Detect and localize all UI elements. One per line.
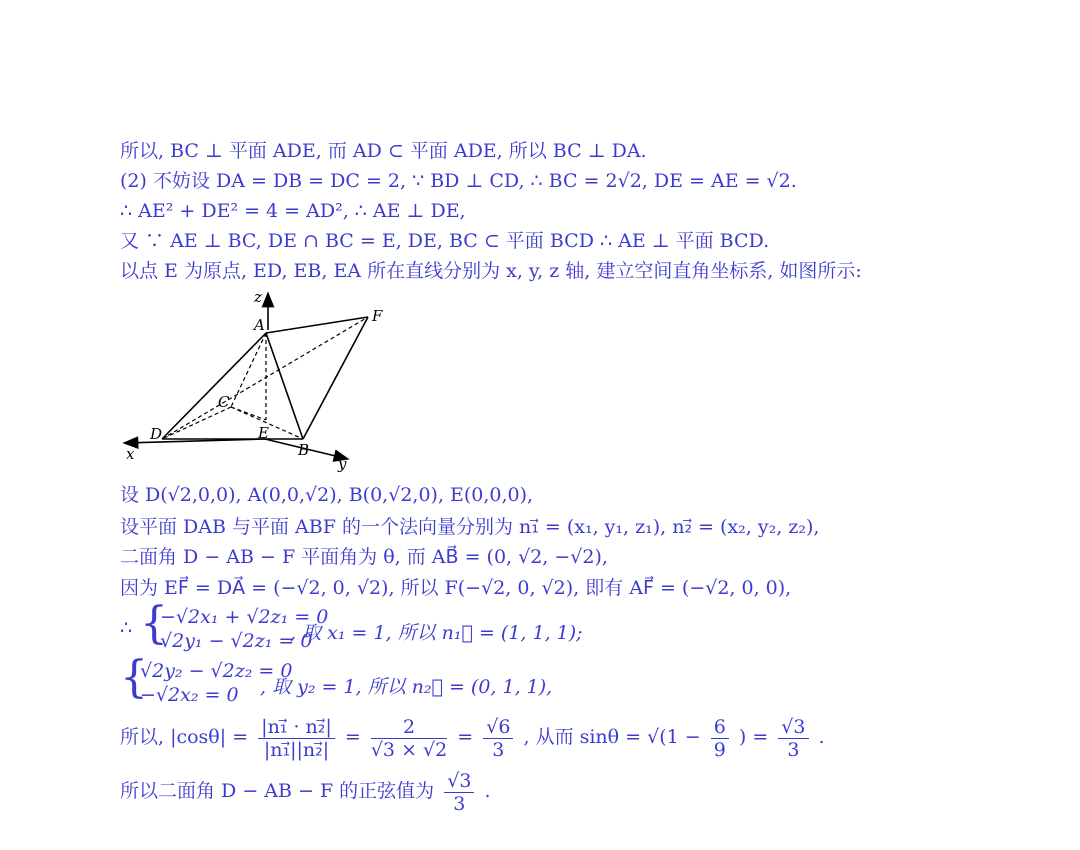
text-line-4: 又 ∵ AE ⊥ BC, DE ∩ BC = E, DE, BC ⊂ 平面 BCD ∴ AE ⊥ 平面 BCD. [120,230,770,252]
cos-fraction-3: $\frac{√6}{3}$ [483,716,513,761]
label-F: F [372,307,383,325]
text-line-1: 所以, BC ⊥ 平面 ADE, 而 AD ⊂ 平面 ADE, 所以 BC ⊥ DA. [120,140,647,162]
edge-AB [266,333,303,439]
system-2-row-2: −√2x₂ = 0 [140,684,239,706]
system-1-tail: , 取 x₁ = 1, 所以 n₁⃗ = (1, 1, 1); [290,622,583,644]
text-line-6: 设 D(√2,0,0), A(0,0,√2), B(0,√2,0), E(0,0,0), [120,484,534,506]
system-1-row-1: −√2x₁ + √2z₁ = 0 [160,606,329,628]
sin-result-fraction: $\frac{√3}{3}$ [778,716,808,761]
sin-expression: , 从而 sinθ = √(1 − [523,726,701,748]
edge-CE [231,407,266,420]
edge-DA [162,333,266,439]
left-brace: { [140,598,168,649]
label-x: x [126,445,135,463]
cos-fraction-1: $\frac{\text{|n₁⃗ · n₂⃗|}}{\text{|n₁⃗||n₂⃗|}}$ [258,716,335,761]
final-answer-line: 所以二面角 D − AB − F 的正弦值为 $\frac{√3}{3}$ . [120,769,491,815]
cos-sin-line: 所以, |cosθ| = $\frac{\text{|n₁⃗ · n₂⃗|}}{\text{|n₁⃗||n₂⃗|}}$ = $\frac{2}{√3 \times √2}$ = $\frac{√6}{3}$ , 从而 sinθ = √(1 − $\frac{6}{9}$ ) = $\frac{√3}{3}$ . [120,715,825,761]
final-prefix: 所以二面角 D − AB − F 的正弦值为 [120,780,435,802]
therefore-symbol: ∴ [120,617,133,639]
text-line-7: 设平面 DAB 与平面 ABF 的一个法向量分别为 n₁⃗ = (x₁, y₁, z₁), n₂⃗ = (x₂, y₂, z₂), [120,516,820,538]
label-A: A [254,316,265,334]
left-brace: { [120,652,148,703]
system-1-row-2: √2y₁ − √2z₁ = 0 [160,630,313,652]
coordinate-figure [110,285,400,475]
text-line-8: 二面角 D − AB − F 平面角为 θ, 而 AB⃗ = (0, √2, −√2), [120,546,608,568]
edge-AC [231,333,266,407]
sin-fraction: $\frac{6}{9}$ [711,716,729,761]
final-fraction: $\frac{√3}{3}$ [444,770,474,815]
label-C: C [218,393,230,411]
equation-system-1 [120,598,820,656]
cos-fraction-2: $\frac{2}{√3 \times √2}$ [370,715,448,761]
cos-prefix: 所以, |cosθ| = [120,726,249,748]
edge-AF [266,317,368,333]
label-B: B [298,441,310,459]
edge-FB [303,317,368,439]
label-D: D [150,425,163,443]
text-line-2: (2) 不妨设 DA = DB = DC = 2, ∵ BD ⊥ CD, ∴ BC = 2√2, DE = AE = √2. [120,170,797,192]
text-line-9: 因为 EF⃗ = DA⃗ = (−√2, 0, √2), 所以 F(−√2, 0, √2), 即有 AF⃗ = (−√2, 0, 0), [120,577,792,599]
label-y: y [338,455,347,473]
text-line-5: 以点 E 为原点, ED, EB, EA 所在直线分别为 x, y, z 轴, 建立空间直角坐标系, 如图所示: [120,260,862,282]
label-E: E [258,424,269,442]
system-2-row-1: √2y₂ − √2z₂ = 0 [140,660,293,682]
text-line-3: ∴ AE² + DE² = 4 = AD², ∴ AE ⊥ DE, [120,200,466,222]
system-2-tail: , 取 y₂ = 1, 所以 n₂⃗ = (0, 1, 1), [260,676,553,698]
label-z: z [254,288,262,306]
equation-system-2 [120,652,820,710]
edge-CD [162,407,231,439]
